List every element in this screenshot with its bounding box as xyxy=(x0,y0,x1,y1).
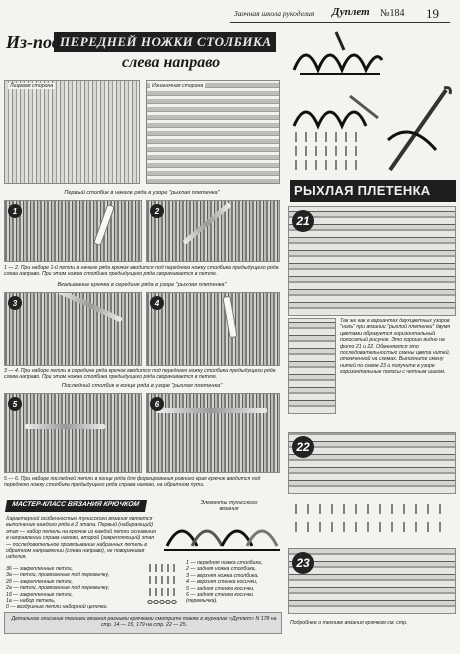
header-school: Заочная школа рукоделия xyxy=(234,9,315,18)
sample-number-badge: 23 xyxy=(292,552,314,574)
title-main: ПЕРЕДНЕЙ НОЖКИ СТОЛБИКА xyxy=(60,34,272,49)
yarn-strand xyxy=(94,205,113,245)
sample-photo-side xyxy=(288,318,336,414)
step-number-badge: 2 xyxy=(150,204,164,218)
step-number-badge: 5 xyxy=(8,397,22,411)
title-prefix: Из-под xyxy=(6,32,61,52)
page-header xyxy=(230,6,456,22)
sample-photo-21 xyxy=(288,206,456,316)
step-number-badge: 4 xyxy=(150,296,164,310)
legend-item: 1б — закрепленные петли, xyxy=(6,591,73,598)
sample-photo-23 xyxy=(288,548,456,614)
crochet-hook-diagram xyxy=(380,80,456,180)
header-magazine: Дуплет xyxy=(332,6,370,18)
right-bottom-note: Подробнее о технике вязания крючком см. стр. xyxy=(290,620,408,626)
step-photo-3 xyxy=(4,292,142,366)
step-photo-2 xyxy=(146,200,280,262)
legend-item: 0 — воздушные петли наборной цепочки. xyxy=(6,604,108,611)
footer-text: Детальное описание техники вязания разными крючками смотрите также в журналах «Дуплет» N 178 на стр. 14 — 15, 179 на стр. 22 — 25. xyxy=(11,616,277,629)
front-side-label: Лицевая сторона xyxy=(10,83,54,89)
page-number: 19 xyxy=(426,6,439,21)
pattern-title-band xyxy=(290,180,456,202)
crochet-hook-icon xyxy=(25,424,105,429)
legend-item: 3а — петли, провязанные под перемычку, xyxy=(6,572,110,579)
title-sub: слева направо xyxy=(122,54,221,71)
legend-item: 3 — верхняя ножка столбика, xyxy=(186,572,259,579)
back-side-label: Изнаночная сторона xyxy=(152,83,204,89)
step-photo-5 xyxy=(4,393,142,473)
legend-item: 2б — закрепленные петли, xyxy=(6,578,73,585)
step-photo-1 xyxy=(4,200,142,262)
step-number-badge: 1 xyxy=(8,204,22,218)
sample-number-badge: 22 xyxy=(292,436,314,458)
legend-item: 6 — задняя стенка косички (перемычка). xyxy=(186,592,254,605)
caption-middle-stitch: Вкалывание крючка в середине ряда в узоре "рыхлая плетенка" xyxy=(57,282,227,288)
sample-number-badge: 21 xyxy=(292,210,314,232)
step-number-badge: 3 xyxy=(8,296,22,310)
sample-photo-22 xyxy=(288,432,456,494)
header-rule xyxy=(230,22,450,23)
stitch-symbol-chart xyxy=(290,128,366,176)
step-number-badge: 6 xyxy=(150,397,164,411)
yarn-strand xyxy=(224,297,237,337)
header-issue: №184 xyxy=(380,8,405,19)
crochet-hook-icon xyxy=(182,202,231,244)
legend-item: 5 — задняя стенка косички, xyxy=(186,585,255,592)
caption-step-5-6: 5 — 6. При наборе последней петли в конце ряда для формирования ровного края крючок вводится под переднюю ножку столбика предыдущего ряда справа налево, на обратном пути. xyxy=(4,476,261,489)
pattern-title: РЫХЛАЯ ПЛЕТЕНКА xyxy=(294,183,431,198)
right-note: Так же как в вариантах двухцветных узоров "ноль" при вязании "рыхлой плетенки" двумя цветами образуется горизонтальный полосатый рисунок. Это хорошо видно на фото 21 и 22. Обменяется это последовательностью смены цвета нитей, отмеченной на схемах. Выполните смену нитей по схеме 23 и получите в узоре горизонтальные полосы с четным шагом. xyxy=(340,318,451,376)
title-block xyxy=(4,28,278,74)
step-photo-4 xyxy=(146,292,280,366)
caption-first-stitch: Первый столбик в начале ряда в узоре "рыхлая плетенка" xyxy=(64,190,220,196)
front-side-photo xyxy=(4,80,140,184)
legend-left xyxy=(6,566,146,611)
stitch-symbol-chart-2 xyxy=(290,500,456,540)
tunisian-elements-diagram xyxy=(162,516,282,556)
loop-diagram-top xyxy=(290,30,386,86)
legend-item: 2а — петли, провязанные под перемычку, xyxy=(6,585,110,592)
caption-step-1-2: 1 — 2. При наборе 1-й петли в начале ряда крючок вводится под переднюю ножку столбика предыдущего ряда слева направо. При этом ножка столбика предыдущего ряда сворачивается в петлю. xyxy=(4,265,279,278)
legend-item: 4 — верхняя стенка косички, xyxy=(186,579,258,586)
legend-item: 1 — передняя ножка столбика, xyxy=(186,560,263,566)
master-class-paragraph: Характерной особенностью тунисского вязания является выполнение каждого ряда в 2 этапа. Первый (набирающий) этап — набор петель на крючок из каждой петли основания в направлении справа налево, второй (закрепляющий) этап — последовательное провязывание набранных петель в обратном направлении (слева направо), не поворачивая изделия. xyxy=(6,516,156,561)
legend-right xyxy=(186,560,282,605)
caption-step-3-4: 3 — 4. При наборе петли в середине ряда крючок вводится под переднюю ножку столбика предыдущего ряда слева направо. При этом ножка столбика предыдущего ряда сворачивается в петлю. xyxy=(4,368,276,381)
back-side-photo xyxy=(146,80,280,184)
master-class-title-band xyxy=(5,500,147,512)
elements-title: Элементы тунисского вязания xyxy=(200,500,258,513)
caption-last-stitch: Последний столбик в конце ряда в узоре "рыхлая плетенка" xyxy=(61,383,223,389)
footer-band xyxy=(4,612,282,634)
master-class-title: МАСТЕР-КЛАСС ВЯЗАНИЯ КРЮЧКОМ xyxy=(11,501,140,508)
crochet-hook-icon xyxy=(57,292,123,323)
legend-item: 2 — задняя ножка столбика, xyxy=(186,566,257,573)
legend-item: 1а — набор петель, xyxy=(6,598,56,605)
stitch-chart xyxy=(146,560,182,608)
legend-item: 36 — закрепленные петли, xyxy=(6,566,73,572)
crochet-hook-icon xyxy=(157,408,267,413)
step-photo-6 xyxy=(146,393,280,473)
